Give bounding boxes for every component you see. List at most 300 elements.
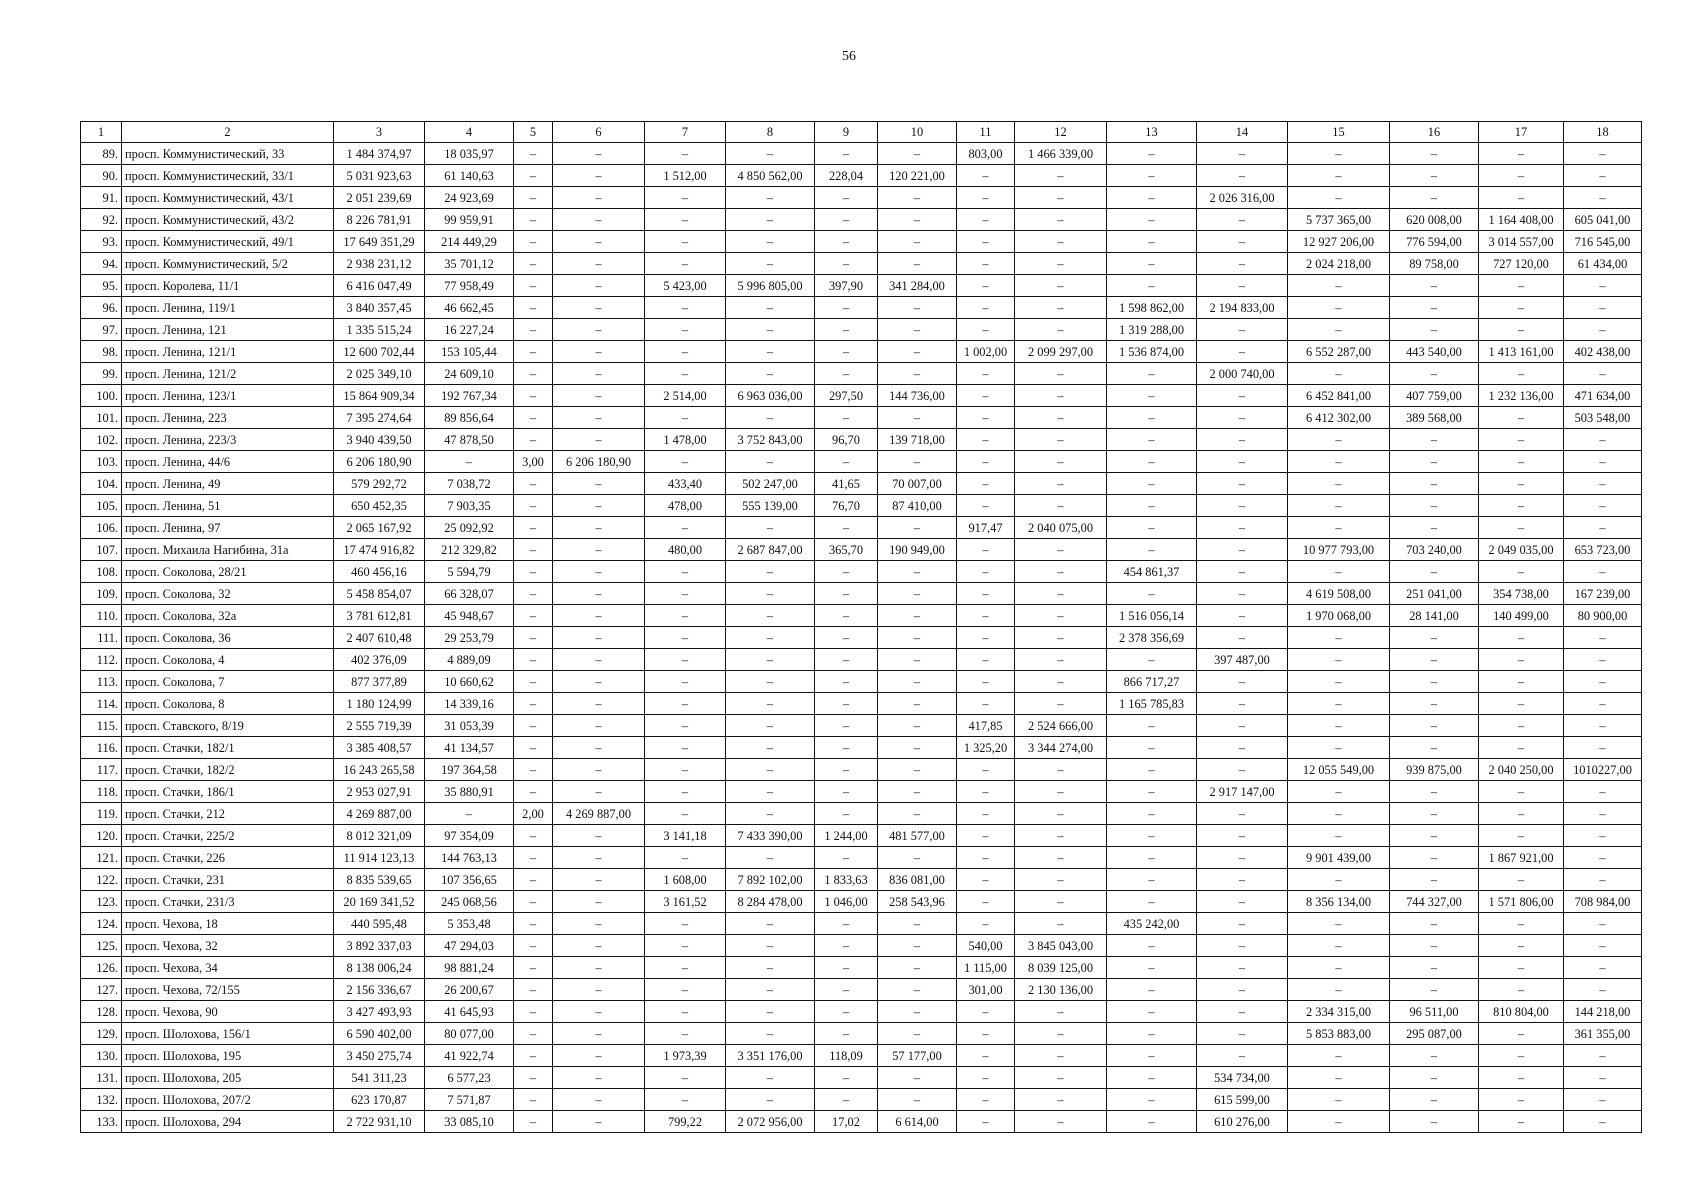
value-cell: 443 540,00: [1390, 341, 1479, 363]
column-header: 7: [645, 122, 726, 143]
value-cell: –: [553, 363, 645, 385]
value-cell: –: [1197, 979, 1288, 1001]
value-cell: –: [878, 583, 957, 605]
value-cell: –: [1107, 869, 1197, 891]
data-table: [80, 121, 1642, 1133]
value-cell: –: [1288, 825, 1390, 847]
value-cell: 3 014 557,00: [1479, 231, 1564, 253]
value-cell: –: [1197, 539, 1288, 561]
value-cell: –: [553, 781, 645, 803]
value-cell: 4 269 887,00: [334, 803, 425, 825]
value-cell: 98 881,24: [425, 957, 514, 979]
value-cell: –: [1107, 935, 1197, 957]
value-cell: 251 041,00: [1390, 583, 1479, 605]
value-cell: 917,47: [957, 517, 1015, 539]
value-cell: –: [553, 1001, 645, 1023]
value-cell: –: [1015, 429, 1107, 451]
column-header: 2: [122, 122, 334, 143]
value-cell: –: [553, 319, 645, 341]
table-row: [81, 539, 1642, 561]
value-cell: –: [1015, 1089, 1107, 1111]
value-cell: –: [1288, 671, 1390, 693]
value-cell: –: [1197, 165, 1288, 187]
value-cell: –: [1288, 913, 1390, 935]
address-cell: просп. Шолохова, 156/1: [122, 1023, 334, 1045]
value-cell: –: [1390, 363, 1479, 385]
value-cell: 3 351 176,00: [726, 1045, 815, 1067]
address-cell: просп. Стачки, 182/2: [122, 759, 334, 781]
value-cell: –: [514, 847, 553, 869]
value-cell: –: [645, 693, 726, 715]
value-cell: 20 169 341,52: [334, 891, 425, 913]
value-cell: –: [1479, 319, 1564, 341]
address-cell: просп. Шолохова, 195: [122, 1045, 334, 1067]
value-cell: –: [1564, 143, 1642, 165]
value-cell: –: [1288, 935, 1390, 957]
value-cell: –: [1288, 143, 1390, 165]
value-cell: –: [815, 143, 878, 165]
value-cell: –: [878, 407, 957, 429]
value-cell: –: [726, 297, 815, 319]
row-number-cell: 90.: [81, 165, 122, 187]
value-cell: 77 958,49: [425, 275, 514, 297]
value-cell: –: [553, 187, 645, 209]
value-cell: 14 339,16: [425, 693, 514, 715]
value-cell: –: [1197, 847, 1288, 869]
value-cell: –: [1107, 143, 1197, 165]
value-cell: 66 328,07: [425, 583, 514, 605]
column-header: 1: [81, 122, 122, 143]
value-cell: 3 344 274,00: [1015, 737, 1107, 759]
value-cell: –: [1564, 627, 1642, 649]
table-row: [81, 165, 1642, 187]
value-cell: 245 068,56: [425, 891, 514, 913]
value-cell: –: [1479, 517, 1564, 539]
value-cell: –: [425, 803, 514, 825]
value-cell: –: [1479, 187, 1564, 209]
value-cell: 7 395 274,64: [334, 407, 425, 429]
value-cell: –: [957, 253, 1015, 275]
value-cell: –: [1288, 319, 1390, 341]
value-cell: –: [645, 209, 726, 231]
value-cell: –: [815, 341, 878, 363]
table-row: [81, 561, 1642, 583]
value-cell: –: [1288, 781, 1390, 803]
value-cell: –: [815, 957, 878, 979]
table-row: [81, 583, 1642, 605]
value-cell: 744 327,00: [1390, 891, 1479, 913]
value-cell: 118,09: [815, 1045, 878, 1067]
value-cell: –: [514, 539, 553, 561]
value-cell: –: [514, 605, 553, 627]
table-row: [81, 649, 1642, 671]
value-cell: –: [815, 737, 878, 759]
value-cell: –: [1015, 627, 1107, 649]
value-cell: –: [553, 275, 645, 297]
value-cell: –: [1107, 451, 1197, 473]
value-cell: 653 723,00: [1564, 539, 1642, 561]
value-cell: –: [1479, 1111, 1564, 1133]
row-number-cell: 123.: [81, 891, 122, 913]
value-cell: –: [957, 1111, 1015, 1133]
value-cell: –: [1479, 275, 1564, 297]
value-cell: –: [957, 187, 1015, 209]
value-cell: 440 595,48: [334, 913, 425, 935]
value-cell: 7 038,72: [425, 473, 514, 495]
table-row: [81, 473, 1642, 495]
value-cell: –: [1564, 451, 1642, 473]
value-cell: –: [1015, 539, 1107, 561]
value-cell: 8 012 321,09: [334, 825, 425, 847]
value-cell: 2 407 610,48: [334, 627, 425, 649]
address-cell: просп. Стачки, 231: [122, 869, 334, 891]
value-cell: 3 840 357,45: [334, 297, 425, 319]
value-cell: –: [514, 737, 553, 759]
value-cell: –: [1015, 891, 1107, 913]
value-cell: –: [726, 957, 815, 979]
row-number-cell: 89.: [81, 143, 122, 165]
value-cell: 389 568,00: [1390, 407, 1479, 429]
value-cell: –: [645, 935, 726, 957]
value-cell: –: [1107, 1023, 1197, 1045]
value-cell: –: [815, 451, 878, 473]
value-cell: –: [815, 913, 878, 935]
value-cell: –: [815, 715, 878, 737]
value-cell: –: [553, 979, 645, 1001]
value-cell: –: [1015, 451, 1107, 473]
value-cell: 35 880,91: [425, 781, 514, 803]
value-cell: –: [1479, 781, 1564, 803]
value-cell: 12 600 702,44: [334, 341, 425, 363]
value-cell: –: [1197, 825, 1288, 847]
value-cell: 120 221,00: [878, 165, 957, 187]
address-cell: просп. Ленина, 121/1: [122, 341, 334, 363]
value-cell: –: [957, 1089, 1015, 1111]
table-row: [81, 385, 1642, 407]
value-cell: 16 243 265,58: [334, 759, 425, 781]
value-cell: –: [1107, 781, 1197, 803]
row-number-cell: 91.: [81, 187, 122, 209]
value-cell: –: [645, 913, 726, 935]
table-row: [81, 825, 1642, 847]
value-cell: –: [1107, 1001, 1197, 1023]
value-cell: 2 040 075,00: [1015, 517, 1107, 539]
value-cell: –: [726, 209, 815, 231]
value-cell: 1 608,00: [645, 869, 726, 891]
value-cell: –: [878, 759, 957, 781]
row-number-cell: 112.: [81, 649, 122, 671]
value-cell: –: [815, 605, 878, 627]
value-cell: –: [1197, 231, 1288, 253]
value-cell: 1 512,00: [645, 165, 726, 187]
value-cell: –: [726, 693, 815, 715]
table-row: [81, 627, 1642, 649]
address-cell: просп. Соколова, 4: [122, 649, 334, 671]
table-row: [81, 693, 1642, 715]
value-cell: –: [1107, 209, 1197, 231]
value-cell: –: [1390, 671, 1479, 693]
table-row: [81, 319, 1642, 341]
value-cell: 16 227,24: [425, 319, 514, 341]
address-cell: просп. Ленина, 44/6: [122, 451, 334, 473]
value-cell: –: [425, 451, 514, 473]
value-cell: –: [645, 759, 726, 781]
value-cell: –: [1288, 517, 1390, 539]
value-cell: –: [645, 1067, 726, 1089]
value-cell: 454 861,37: [1107, 561, 1197, 583]
value-cell: –: [514, 253, 553, 275]
row-number-cell: 107.: [81, 539, 122, 561]
value-cell: 354 738,00: [1479, 583, 1564, 605]
value-cell: 29 253,79: [425, 627, 514, 649]
value-cell: –: [1107, 825, 1197, 847]
value-cell: –: [553, 605, 645, 627]
value-cell: 5 458 854,07: [334, 583, 425, 605]
value-cell: –: [815, 561, 878, 583]
value-cell: –: [514, 429, 553, 451]
value-cell: –: [957, 649, 1015, 671]
value-cell: –: [514, 693, 553, 715]
address-cell: просп. Ленина, 49: [122, 473, 334, 495]
table-row: [81, 935, 1642, 957]
value-cell: –: [553, 715, 645, 737]
value-cell: –: [553, 341, 645, 363]
value-cell: 810 804,00: [1479, 1001, 1564, 1023]
value-cell: –: [514, 473, 553, 495]
value-cell: 341 284,00: [878, 275, 957, 297]
value-cell: –: [514, 517, 553, 539]
column-header: 12: [1015, 122, 1107, 143]
value-cell: 26 200,67: [425, 979, 514, 1001]
value-cell: –: [1197, 627, 1288, 649]
value-cell: –: [878, 935, 957, 957]
value-cell: –: [1390, 979, 1479, 1001]
value-cell: –: [957, 429, 1015, 451]
value-cell: 80 900,00: [1564, 605, 1642, 627]
value-cell: 61 140,63: [425, 165, 514, 187]
value-cell: –: [553, 561, 645, 583]
value-cell: 1 164 408,00: [1479, 209, 1564, 231]
value-cell: 5 737 365,00: [1288, 209, 1390, 231]
value-cell: –: [553, 1023, 645, 1045]
address-cell: просп. Стачки, 226: [122, 847, 334, 869]
value-cell: 6 963 036,00: [726, 385, 815, 407]
value-cell: –: [645, 407, 726, 429]
value-cell: 1 046,00: [815, 891, 878, 913]
table-row: [81, 275, 1642, 297]
value-cell: –: [1197, 737, 1288, 759]
value-cell: –: [1197, 1045, 1288, 1067]
value-cell: 503 548,00: [1564, 407, 1642, 429]
value-cell: 107 356,65: [425, 869, 514, 891]
value-cell: –: [726, 319, 815, 341]
value-cell: –: [553, 1111, 645, 1133]
value-cell: –: [1288, 693, 1390, 715]
value-cell: –: [1479, 913, 1564, 935]
row-number-cell: 101.: [81, 407, 122, 429]
value-cell: –: [815, 671, 878, 693]
value-cell: 17,02: [815, 1111, 878, 1133]
row-number-cell: 131.: [81, 1067, 122, 1089]
value-cell: –: [514, 1045, 553, 1067]
value-cell: –: [1564, 1045, 1642, 1067]
column-header: 15: [1288, 122, 1390, 143]
value-cell: 3 845 043,00: [1015, 935, 1107, 957]
value-cell: –: [1288, 297, 1390, 319]
value-cell: –: [1197, 891, 1288, 913]
value-cell: –: [1015, 583, 1107, 605]
value-cell: –: [1107, 517, 1197, 539]
value-cell: –: [957, 1023, 1015, 1045]
value-cell: 610 276,00: [1197, 1111, 1288, 1133]
value-cell: –: [878, 803, 957, 825]
value-cell: –: [1390, 517, 1479, 539]
value-cell: –: [1564, 935, 1642, 957]
value-cell: –: [1015, 363, 1107, 385]
value-cell: –: [514, 891, 553, 913]
value-cell: 47 878,50: [425, 429, 514, 451]
table-row: [81, 715, 1642, 737]
value-cell: –: [726, 341, 815, 363]
value-cell: –: [1564, 847, 1642, 869]
value-cell: 623 170,87: [334, 1089, 425, 1111]
value-cell: –: [726, 583, 815, 605]
value-cell: 397 487,00: [1197, 649, 1288, 671]
value-cell: –: [1015, 165, 1107, 187]
value-cell: 1 571 806,00: [1479, 891, 1564, 913]
row-number-cell: 132.: [81, 1089, 122, 1111]
value-cell: –: [726, 561, 815, 583]
value-cell: –: [815, 1001, 878, 1023]
value-cell: –: [1288, 715, 1390, 737]
address-cell: просп. Чехова, 90: [122, 1001, 334, 1023]
value-cell: 197 364,58: [425, 759, 514, 781]
value-cell: –: [1288, 1067, 1390, 1089]
value-cell: 96 511,00: [1390, 1001, 1479, 1023]
value-cell: 435 242,00: [1107, 913, 1197, 935]
value-cell: 579 292,72: [334, 473, 425, 495]
address-cell: просп. Стачки, 186/1: [122, 781, 334, 803]
value-cell: –: [957, 693, 1015, 715]
value-cell: –: [645, 781, 726, 803]
value-cell: –: [1197, 913, 1288, 935]
value-cell: –: [1390, 319, 1479, 341]
value-cell: 3 161,52: [645, 891, 726, 913]
value-cell: 480,00: [645, 539, 726, 561]
value-cell: 703 240,00: [1390, 539, 1479, 561]
value-cell: –: [1479, 671, 1564, 693]
value-cell: 4 889,09: [425, 649, 514, 671]
value-cell: 1 115,00: [957, 957, 1015, 979]
table-row: [81, 1045, 1642, 1067]
value-cell: –: [514, 495, 553, 517]
value-cell: –: [1479, 649, 1564, 671]
value-cell: –: [1390, 935, 1479, 957]
value-cell: –: [645, 1089, 726, 1111]
value-cell: –: [878, 143, 957, 165]
value-cell: 6 590 402,00: [334, 1023, 425, 1045]
value-cell: –: [726, 1023, 815, 1045]
column-header: 11: [957, 122, 1015, 143]
value-cell: 190 949,00: [878, 539, 957, 561]
row-number-cell: 97.: [81, 319, 122, 341]
value-cell: 6 577,23: [425, 1067, 514, 1089]
value-cell: –: [726, 363, 815, 385]
value-cell: –: [1015, 385, 1107, 407]
value-cell: –: [1390, 737, 1479, 759]
value-cell: 716 545,00: [1564, 231, 1642, 253]
value-cell: –: [957, 825, 1015, 847]
address-cell: просп. Ленина, 223/3: [122, 429, 334, 451]
value-cell: –: [1479, 495, 1564, 517]
value-cell: –: [514, 1067, 553, 1089]
value-cell: –: [1390, 781, 1479, 803]
value-cell: –: [1390, 187, 1479, 209]
address-cell: просп. Стачки, 212: [122, 803, 334, 825]
row-number-cell: 109.: [81, 583, 122, 605]
value-cell: 776 594,00: [1390, 231, 1479, 253]
value-cell: –: [514, 319, 553, 341]
value-cell: –: [957, 583, 1015, 605]
value-cell: 3 781 612,81: [334, 605, 425, 627]
value-cell: –: [1015, 319, 1107, 341]
value-cell: –: [1479, 473, 1564, 495]
value-cell: –: [1564, 1067, 1642, 1089]
value-cell: –: [1015, 407, 1107, 429]
value-cell: –: [1107, 715, 1197, 737]
value-cell: 478,00: [645, 495, 726, 517]
value-cell: –: [878, 363, 957, 385]
value-cell: 295 087,00: [1390, 1023, 1479, 1045]
value-cell: –: [957, 759, 1015, 781]
value-cell: –: [1197, 341, 1288, 363]
value-cell: –: [1288, 275, 1390, 297]
value-cell: –: [726, 1067, 815, 1089]
value-cell: –: [1107, 583, 1197, 605]
value-cell: –: [514, 1001, 553, 1023]
value-cell: –: [514, 825, 553, 847]
value-cell: 2 953 027,91: [334, 781, 425, 803]
value-cell: 167 239,00: [1564, 583, 1642, 605]
address-cell: просп. Соколова, 32а: [122, 605, 334, 627]
value-cell: 1 867 921,00: [1479, 847, 1564, 869]
value-cell: 41 922,74: [425, 1045, 514, 1067]
value-cell: –: [514, 407, 553, 429]
value-cell: 1 335 515,24: [334, 319, 425, 341]
value-cell: 35 701,12: [425, 253, 514, 275]
value-cell: 8 835 539,65: [334, 869, 425, 891]
value-cell: –: [514, 583, 553, 605]
value-cell: –: [1390, 1111, 1479, 1133]
address-cell: просп. Ставского, 8/19: [122, 715, 334, 737]
value-cell: –: [1197, 451, 1288, 473]
value-cell: 2 555 719,39: [334, 715, 425, 737]
value-cell: –: [726, 759, 815, 781]
value-cell: –: [1197, 869, 1288, 891]
value-cell: 1 536 874,00: [1107, 341, 1197, 363]
value-cell: 5 996 805,00: [726, 275, 815, 297]
value-cell: –: [815, 363, 878, 385]
table-body: [81, 143, 1642, 1133]
value-cell: –: [514, 341, 553, 363]
value-cell: –: [645, 979, 726, 1001]
value-cell: –: [1288, 627, 1390, 649]
value-cell: –: [878, 561, 957, 583]
value-cell: –: [1107, 847, 1197, 869]
value-cell: 1010227,00: [1564, 759, 1642, 781]
value-cell: –: [1564, 1089, 1642, 1111]
value-cell: –: [514, 715, 553, 737]
